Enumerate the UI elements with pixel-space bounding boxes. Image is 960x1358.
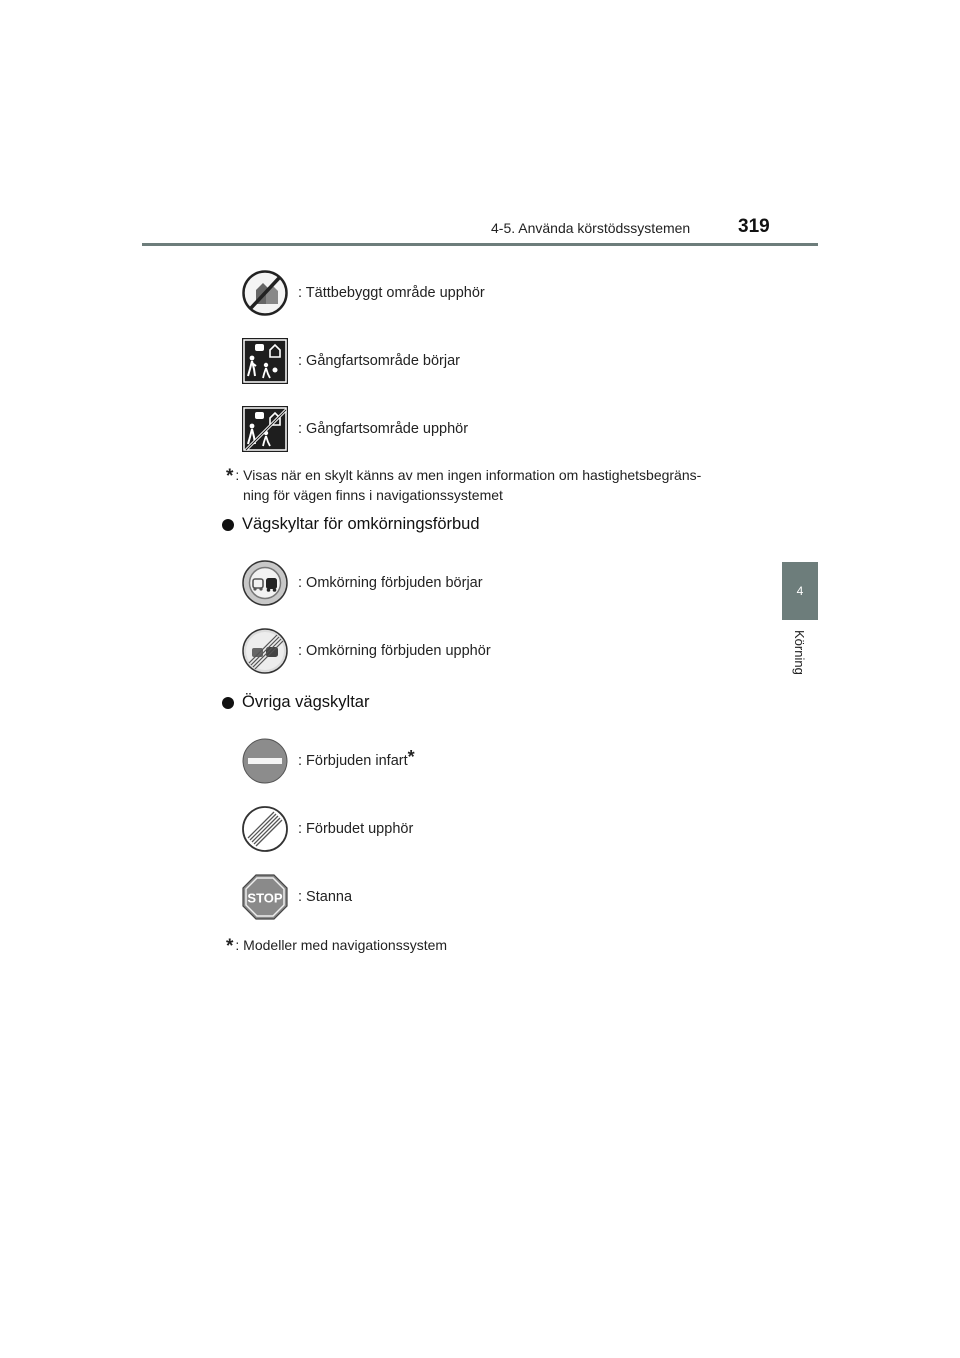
sign-row-built-up-end — [242, 270, 485, 316]
footnote-navigation-models — [226, 936, 447, 956]
footnote-marker: * — [407, 747, 415, 767]
sign-row-no-entry — [242, 738, 415, 784]
section-heading-text: Vägskyltar för omkörningsförbud — [242, 515, 480, 533]
footnote-marker: * — [226, 466, 234, 487]
pedestrian-zone-end-icon — [242, 406, 288, 452]
section-heading-text: Övriga vägskyltar — [242, 693, 370, 711]
no-entry-icon — [242, 738, 288, 784]
pedestrian-zone-start-icon — [242, 338, 288, 384]
sign-row-no-overtaking-end — [242, 628, 491, 674]
end-of-restriction-icon — [242, 806, 288, 852]
bullet-icon — [222, 519, 234, 531]
sign-label: : Omkörning förbjuden upphör — [298, 643, 491, 659]
stop-sign-icon — [242, 874, 288, 920]
sign-label-text: : Förbjuden infart — [298, 753, 408, 769]
no-overtaking-icon — [242, 560, 288, 606]
sign-label: : Tättbebyggt område upphör — [298, 285, 485, 301]
sign-row-end-of-restriction — [242, 806, 413, 852]
sign-row-pedestrian-end — [242, 406, 468, 452]
sign-label: : Gångfartsområde upphör — [298, 421, 469, 437]
footnote-marker: * — [226, 936, 234, 957]
built-up-area-end-icon — [242, 270, 288, 316]
no-overtaking-end-icon — [242, 628, 288, 674]
sign-row-stop — [242, 874, 352, 920]
sign-label: : Förbudet upphör — [298, 821, 414, 837]
header-divider — [142, 243, 818, 246]
sign-row-pedestrian-start — [242, 338, 460, 384]
chapter-title: Körning — [792, 630, 807, 675]
bullet-icon — [222, 697, 234, 709]
footnote-text: : Visas när en skylt känns av men ingen information om hastighetsbegräns- — [235, 467, 702, 483]
footnote-text: : Modeller med navigationssystem — [235, 937, 448, 953]
chapter-number: 4 — [796, 584, 804, 598]
page-number: 319 — [738, 216, 770, 237]
sign-row-no-overtaking — [242, 560, 483, 606]
sign-label: : Stanna — [298, 889, 353, 905]
section-heading-overtaking — [222, 515, 480, 534]
section-title: 4-5. Använda körstödssystemen — [491, 220, 691, 236]
sign-label — [298, 747, 415, 769]
sign-label: : Gångfartsområde börjar — [298, 353, 460, 369]
stop-sign-text: STOP — [247, 890, 283, 906]
chapter-tab[interactable] — [782, 562, 818, 620]
sign-label: : Omkörning förbjuden börjar — [298, 575, 483, 591]
section-heading-other — [222, 693, 369, 712]
footnote-text-continued: ning för vägen finns i navigationssystemet — [243, 487, 503, 503]
footnote-speed-info — [226, 466, 701, 505]
